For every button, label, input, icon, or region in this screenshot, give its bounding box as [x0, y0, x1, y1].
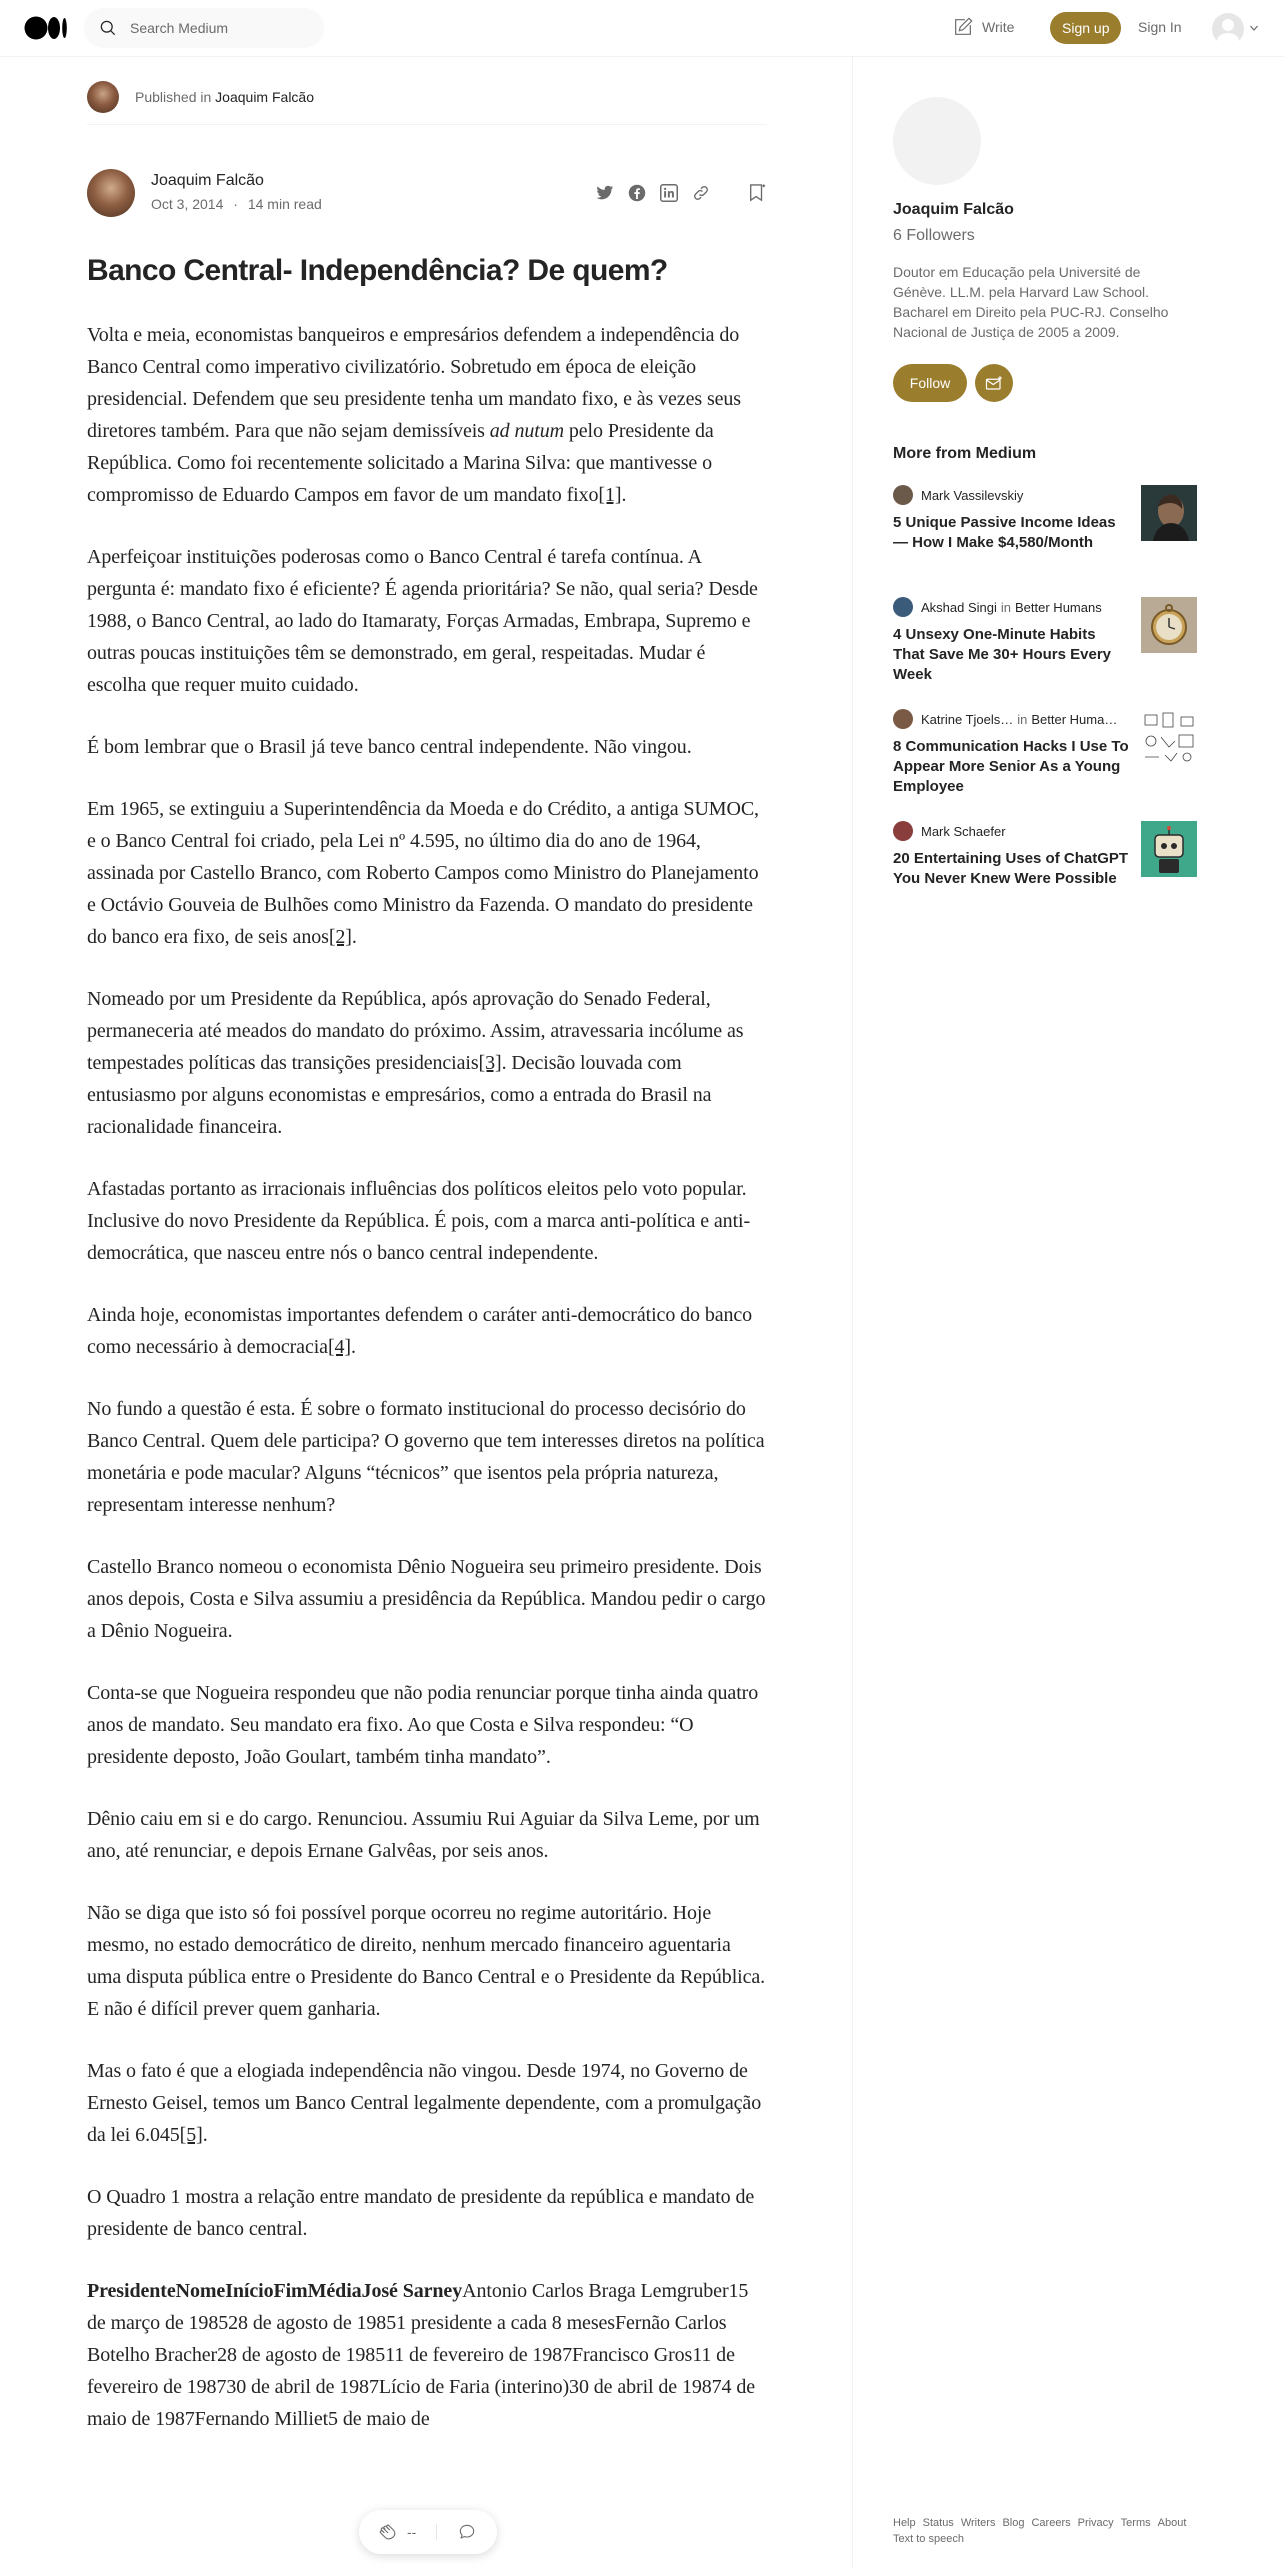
chevron-down-icon[interactable] — [1249, 23, 1259, 33]
publication-text — [135, 89, 314, 105]
footer-link-about[interactable]: About — [1157, 2517, 1187, 2529]
clap-icon[interactable] — [377, 2521, 399, 2543]
write-label: Write — [982, 19, 1015, 35]
publish-date: Oct 3, 2014 — [151, 196, 224, 212]
text-span: Nomeado por um Presidente da República, após aprovação do Senado Federal, permaneceria até meados do mandato do próximo. Assim, atravessaria incólume as tempestades políticas das transições presidenciais — [87, 988, 744, 1074]
publication-avatar[interactable] — [87, 81, 119, 113]
footnote-link[interactable]: [4] — [327, 1336, 351, 1358]
rec-author[interactable]: Akshad Singi — [921, 599, 997, 615]
bookmark-icon[interactable] — [747, 181, 767, 205]
rec-publication[interactable]: Better Humans — [1015, 599, 1102, 615]
table-header: PresidenteNomeInícioFimMédiaJosé Sarney — [87, 2280, 463, 2302]
paragraph: No fundo a questão é esta. É sobre o formato institucional do processo decisório do Banco Central. Quem dele participa? O governo que tem interesses diretos na política monetária e pode macular? Alguns “técnicos” que isentos pela própria natureza, representam interesse nenhum? — [87, 1398, 765, 1516]
top-nav — [0, 0, 1284, 57]
profile-bio: Doutor em Educação pela Université de Génève. LL.M. pela Harvard Law School. Bacharel em Direito pela PUC-RJ. Conselho Nacional de Justiça de 2005 a 2009. — [893, 264, 1169, 340]
rec-title[interactable]: 20 Entertaining Uses of ChatGPT You Never Knew Were Possible — [893, 850, 1129, 887]
footnote-link[interactable]: [3] — [478, 1052, 502, 1074]
rec-author-avatar[interactable] — [893, 597, 913, 617]
search-box[interactable] — [84, 8, 324, 48]
rec-in-label: in — [1017, 711, 1028, 727]
paragraph: O Quadro 1 mostra a relação entre mandato de presidente da república e mandato de presidente de banco central. — [87, 2186, 755, 2240]
rec-author[interactable]: Mark Schaefer — [921, 823, 1006, 839]
subscribe-button[interactable] — [975, 364, 1013, 402]
rec-meta — [893, 597, 1102, 617]
rec-author[interactable]: Mark Vassilevskiy — [921, 487, 1024, 503]
author-avatar[interactable] — [87, 169, 135, 217]
paragraph — [87, 2055, 767, 2151]
paragraph: Dênio caiu em si e do cargo. Renunciou. Assumiu Rui Aguiar da Silva Leme, por um ano, até renunciar, e depois Ernane Galvêas, por seis anos. — [87, 1808, 760, 1862]
text-span: . — [621, 484, 627, 506]
sketch-illustration-thumbnail[interactable] — [1141, 709, 1197, 765]
footnote-link[interactable]: [2] — [328, 926, 352, 948]
text-span: pelo Presidente da República. Como foi recentemente solicitado a Marina Silva: que mantivesse o compromisso de Eduardo Campos em favor de um mandato fixo — [87, 420, 714, 506]
write-icon — [952, 16, 974, 38]
paragraph: Conta-se que Nogueira respondeu que não podia renunciar porque tinha ainda quatro anos de mandato. Seu mandato era fixo. Ao que Costa e Silva respondeu: “O presidente deposto, João Goulart, também tinha mandato”. — [87, 1682, 759, 1768]
pocket-watch-thumbnail[interactable] — [1141, 597, 1197, 653]
article-title: Banco Central- Independência? De quem? — [87, 254, 668, 287]
footnote-link[interactable]: [1] — [598, 484, 622, 506]
share-toolbar — [595, 181, 767, 205]
followers-count-link[interactable]: 6 Followers — [893, 227, 975, 244]
paragraph: Afastadas portanto as irracionais influências dos políticos eleitos pelo voto popular. Inclusive do novo Presidente da República. É pois, com a marca anti-política e anti-democrática, que nasceu entre nós o banco central independente. — [87, 1178, 751, 1264]
robot-cartoon-thumbnail[interactable] — [1141, 821, 1197, 877]
footer-link-help[interactable]: Help — [893, 2517, 916, 2529]
rec-meta — [893, 709, 1117, 729]
footer-link-terms[interactable]: Terms — [1120, 2517, 1151, 2529]
footer-link-status[interactable]: Status — [922, 2517, 954, 2529]
profile-name-link[interactable]: Joaquim Falcão — [893, 201, 1014, 218]
paragraph: Aperfeiçoar instituições poderosas como o Banco Central é tarefa contínua. A pergunta é: mandato fixo é eficiente? É agenda prioritária? Se não, qual seria? Desde 1988, o Banco Central, ao lado do Itamaraty, Forças Armadas, Embrapa, Supremo e outras poucas instituições têm se demonstrado, em geral, respeitadas. Mudar é escolha que requer muito cuidado. — [87, 546, 758, 696]
text-span: . — [351, 926, 357, 948]
search-input[interactable] — [130, 20, 300, 36]
rec-title[interactable]: 8 Communication Hacks I Use To Appear More Senior As a Young Employee — [893, 738, 1129, 795]
text-span: Ainda hoje, economistas importantes defendem o caráter anti-democrático do banco como necessário à democracia — [87, 1304, 753, 1358]
rec-meta — [893, 485, 1023, 505]
paragraph — [87, 793, 767, 953]
recommended-story[interactable] — [893, 709, 1197, 809]
more-from-medium-heading: More from Medium — [893, 445, 1037, 462]
sidebar-footer — [893, 2515, 1197, 2547]
clap-count: -- — [407, 2524, 417, 2540]
paragraph — [87, 1299, 767, 1363]
rec-author[interactable]: Katrine Tjoels… — [921, 711, 1014, 727]
linkedin-icon[interactable] — [659, 181, 679, 205]
publication-name-link[interactable]: Joaquim Falcão — [215, 88, 314, 105]
text-span: Mas o fato é que a elogiada independência não vingou. Desde 1974, no Governo de Ernesto Geisel, temos um Banco Central legalmente dependente, com a promulgação da lei 6.045 — [87, 2060, 762, 2146]
rec-author-avatar[interactable] — [893, 485, 913, 505]
text-span: Volta e meia, economistas banqueiros e empresários defendem a independência do Banco Central como imperativo civilizatório. Sobretudo em época de eleição presidencial. Defendem que seu presidente tenha um mandato fixo, e às vezes seus diretores também. Para que não sejam demissíveis — [87, 324, 741, 442]
table-rows-text: Antonio Carlos Braga Lemgruber15 de março de 198528 de agosto de 19851 presidente a cada 8 mesesFernão Carlos Botelho Bracher28 de agosto de 198511 de fevereiro de 1987Francisco Gros11 de fevereiro de 198730 de abril de 1987Lício de Faria (interino)30 de abril de 19874 de maio de 1987Fernando Milliet5 de maio de — [87, 2280, 756, 2430]
paragraph: Castello Branco nomeou o economista Dênio Nogueira seu primeiro presidente. Dois anos depois, Costa e Silva assumiu a presidência da República. Mandou pedir o cargo a Dênio Nogueira. — [87, 1556, 766, 1642]
write-button[interactable] — [952, 16, 1014, 38]
italic-term: ad nutum — [489, 420, 564, 442]
copy-link-icon[interactable] — [691, 181, 711, 205]
author-byline — [87, 169, 767, 217]
recommended-story[interactable] — [893, 597, 1197, 697]
footer-link-text-to-speech[interactable]: Text to speech — [893, 2533, 964, 2545]
text-span: . — [202, 2124, 208, 2146]
author-meta — [151, 196, 322, 212]
table-text — [87, 2275, 767, 2435]
meta-separator: · — [233, 196, 238, 212]
text-span: . Decisão louvada com entusiasmo por alguns economistas e empresários, como a entrada do Brasil na racionalidade financeira. — [87, 1052, 712, 1138]
paragraph: Não se diga que isto só foi possível porque ocorreu no regime autoritário. Hoje mesmo, no estado democrático de direito, nenhum mercado financeiro aguentaria uma disputa pública entre o Presidente do Banco Central e o Presidente da República. E não é difícil prever quem ganharia. — [87, 1902, 766, 2020]
recommended-story[interactable] — [893, 821, 1197, 921]
comment-icon[interactable] — [457, 2522, 477, 2542]
subscribe-mail-icon — [985, 375, 1003, 391]
rec-author-avatar[interactable] — [893, 709, 913, 729]
author-name-link[interactable]: Joaquim Falcão — [151, 172, 264, 189]
footer-link-careers[interactable]: Careers — [1031, 2517, 1071, 2529]
sign-up-button[interactable]: Sign up — [1050, 12, 1121, 44]
twitter-icon[interactable] — [595, 181, 615, 205]
sign-in-link[interactable]: Sign In — [1138, 19, 1182, 35]
published-in-label: Published in — [135, 88, 212, 105]
paragraph — [87, 319, 767, 511]
article-body — [87, 319, 767, 2465]
publication-banner — [87, 69, 767, 125]
paragraph: É bom lembrar que o Brasil já teve banco central independente. Não vingou. — [87, 736, 692, 758]
follow-button[interactable]: Follow — [893, 364, 967, 402]
footer-links — [893, 2515, 1197, 2531]
rec-title[interactable]: 5 Unique Passive Income Ideas — How I Make $4,580/Month — [893, 514, 1116, 551]
divider — [436, 2524, 437, 2540]
rec-title[interactable]: 4 Unsexy One-Minute Habits That Save Me 30+ Hours Every Week — [893, 626, 1112, 683]
text-span: . — [351, 1336, 356, 1358]
read-time: 14 min read — [247, 196, 322, 212]
profile-avatar[interactable] — [893, 97, 981, 185]
rec-author-avatar[interactable] — [893, 821, 913, 841]
footnote-link[interactable]: [5] — [179, 2124, 203, 2146]
floating-action-bar — [359, 2510, 497, 2554]
sidebar-divider — [852, 57, 853, 2568]
facebook-icon[interactable] — [627, 181, 647, 205]
rec-in-label: in — [1000, 599, 1012, 615]
rec-publication[interactable]: Better Huma… — [1031, 711, 1118, 727]
user-avatar-icon[interactable] — [1212, 13, 1244, 45]
recommended-story[interactable] — [893, 485, 1197, 585]
medium-logo-icon[interactable] — [24, 16, 68, 40]
search-icon — [98, 18, 118, 38]
footer-link-blog[interactable]: Blog — [1002, 2517, 1025, 2529]
footer-link-writers[interactable]: Writers — [960, 2517, 996, 2529]
rec-meta — [893, 821, 1006, 841]
footer-link-privacy[interactable]: Privacy — [1077, 2517, 1114, 2529]
person-portrait-thumbnail[interactable] — [1141, 485, 1197, 541]
text-span: Em 1965, se extinguiu a Superintendência da Moeda e do Crédito, a antiga SUMOC, e o Banco Central foi criado, pela Lei nº 4.595, no último dia do ano de 1964, assinada por Castello Branco, com Roberto Campos como Ministro do Planejamento e Octávio Gouveia de Bulhões como Ministro da Fazenda. O mandato do presidente do banco era fixo, de seis anos — [87, 798, 759, 948]
paragraph — [87, 983, 767, 1143]
